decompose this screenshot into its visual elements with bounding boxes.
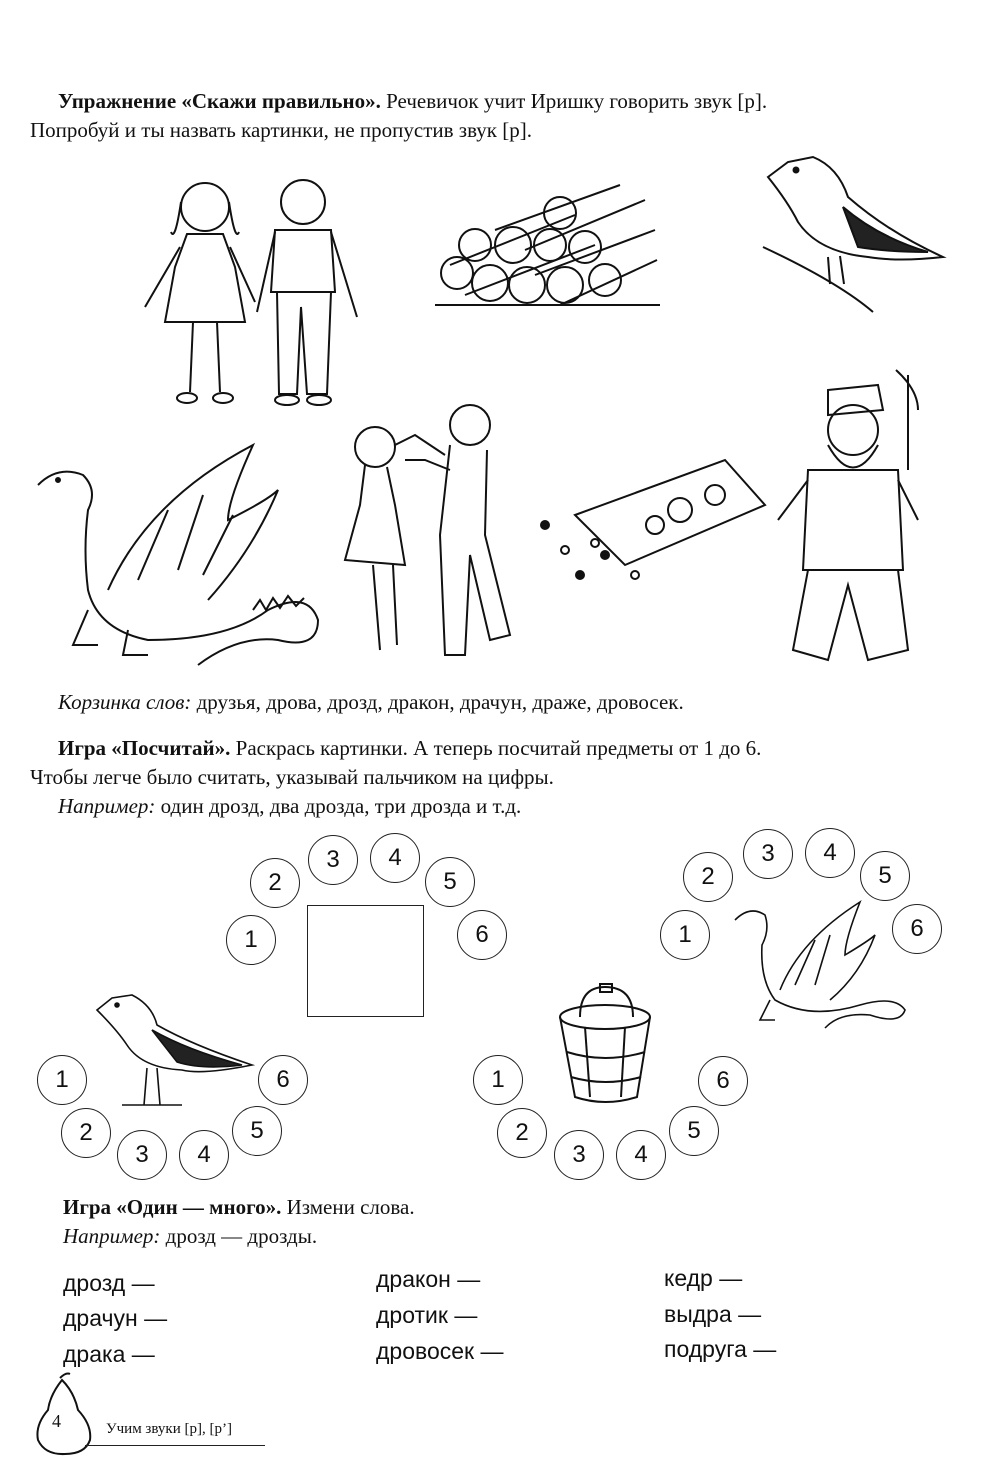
game2-example xyxy=(63,1222,317,1251)
word-col2-1: дракон — xyxy=(376,1266,481,1292)
page-number: 4 xyxy=(52,1411,61,1431)
square-count-6[interactable]: 6 xyxy=(457,910,507,960)
square-count-2[interactable]: 2 xyxy=(250,858,300,908)
game1-line1 xyxy=(58,734,761,763)
dragon-count-4[interactable]: 4 xyxy=(805,828,855,878)
dragon-count-2[interactable]: 2 xyxy=(683,852,733,902)
game2-title: Игра «Один — много». xyxy=(63,1195,282,1219)
basket-label: Корзинка слов: xyxy=(58,690,192,714)
game1-example-label: Например: xyxy=(58,794,156,818)
square-count-3[interactable]: 3 xyxy=(308,835,358,885)
exercise1-text1: Речевичок учит Иришку говорить звук [р]. xyxy=(380,89,768,113)
exercise1-line1 xyxy=(58,87,767,116)
bird-count-6[interactable]: 6 xyxy=(258,1055,308,1105)
bucket-count-3[interactable]: 3 xyxy=(554,1130,604,1180)
fighting-kids-illustration xyxy=(345,385,515,670)
word-col3-1: кедр — xyxy=(664,1265,743,1291)
bucket-count-2[interactable]: 2 xyxy=(497,1108,547,1158)
dragon-count-6[interactable]: 6 xyxy=(892,904,942,954)
friends-illustration xyxy=(135,172,365,412)
thrush-illustration xyxy=(758,152,948,317)
game1-example-text: один дрозд, два дрозда, три дрозда и т.д. xyxy=(155,794,522,818)
word-col2-3: дровосек — xyxy=(376,1338,504,1364)
woodcutter-illustration xyxy=(768,370,948,680)
dragon-count-5[interactable]: 5 xyxy=(860,851,910,901)
square-count-4[interactable]: 4 xyxy=(370,833,420,883)
bird-count-1[interactable]: 1 xyxy=(37,1055,87,1105)
dragee-candy-illustration xyxy=(535,455,770,590)
small-dragon-illustration xyxy=(730,900,910,1030)
dragon-illustration xyxy=(28,440,333,670)
pear-icon xyxy=(30,1370,100,1455)
bird-count-3[interactable]: 3 xyxy=(117,1130,167,1180)
bird-count-2[interactable]: 2 xyxy=(61,1108,111,1158)
exercise1-text2: Попробуй и ты назвать картинки, не пропустив звук [р]. xyxy=(30,118,532,142)
exercise1-title: Упражнение «Скажи правильно». xyxy=(58,89,381,113)
word-col1-1: дрозд — xyxy=(63,1270,155,1296)
counting-square xyxy=(307,905,424,1017)
bucket-count-6[interactable]: 6 xyxy=(698,1056,748,1106)
word-col3-2: выдра — xyxy=(664,1301,762,1327)
square-count-5[interactable]: 5 xyxy=(425,857,475,907)
bird-count-5[interactable]: 5 xyxy=(232,1106,282,1156)
game1-example xyxy=(58,792,521,821)
small-bird-illustration xyxy=(92,990,262,1110)
dragon-count-1[interactable]: 1 xyxy=(660,910,710,960)
game2-text: Измени слова. xyxy=(281,1195,415,1219)
word-col2-2: дротик — xyxy=(376,1302,478,1328)
bucket-count-5[interactable]: 5 xyxy=(669,1106,719,1156)
word-col1-2: драчун — xyxy=(63,1305,168,1331)
bucket-count-4[interactable]: 4 xyxy=(616,1130,666,1180)
dragon-count-3[interactable]: 3 xyxy=(743,829,793,879)
game2-example-label: Например: xyxy=(63,1224,161,1248)
game1-title: Игра «Посчитай». xyxy=(58,736,231,760)
basket-line xyxy=(58,688,684,717)
footer-section: Учим звуки [р], [р’] xyxy=(106,1421,232,1437)
game1-text2: Чтобы легче было считать, указывай пальчиком на цифры. xyxy=(30,765,554,789)
game2-example-text: дрозд — дрозды. xyxy=(160,1224,318,1248)
basket-words: друзья, дрова, дрозд, дракон, драчун, драже, дровосек. xyxy=(191,690,684,714)
game1-text1: Раскрась картинки. А теперь посчитай предметы от 1 до 6. xyxy=(230,736,762,760)
square-count-1[interactable]: 1 xyxy=(226,915,276,965)
word-col1-3: драка — xyxy=(63,1341,155,1367)
firewood-illustration xyxy=(435,175,660,315)
bucket-illustration xyxy=(555,982,660,1107)
bird-count-4[interactable]: 4 xyxy=(179,1130,229,1180)
footer-rule xyxy=(85,1445,265,1446)
game2-line1 xyxy=(63,1193,415,1222)
word-col3-3: подруга — xyxy=(664,1336,777,1362)
bucket-count-1[interactable]: 1 xyxy=(473,1055,523,1105)
